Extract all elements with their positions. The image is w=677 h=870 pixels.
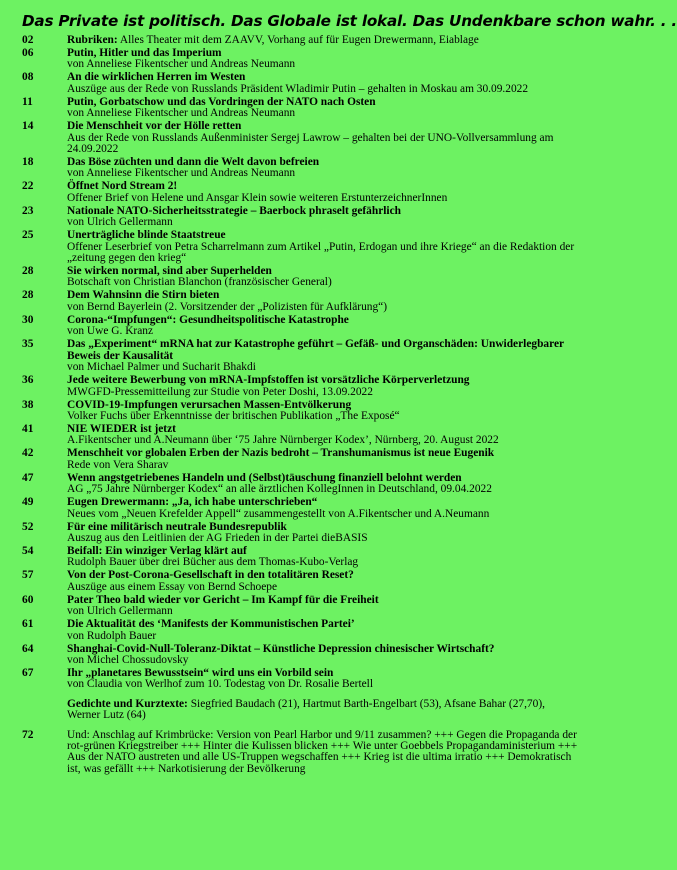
article-byline: von Anneliese Fikentscher und Andreas Neumann	[67, 58, 296, 71]
toc-entry	[22, 315, 578, 338]
article-byline: A.Fikentscher und A.Neumann über ‘75 Jahre Nürnberger Kodex’, Nürnberg, 20. August 2022	[67, 434, 499, 447]
toc-entry	[22, 72, 578, 95]
article-title: NIE WIEDER ist jetzt	[67, 422, 176, 435]
article-title: Für eine militärisch neutrale Bundesrepublik	[67, 520, 287, 533]
page-number: 64	[22, 642, 34, 655]
toc-entry	[22, 668, 578, 691]
article-title: COVID-19-Impfungen verursachen Massen-Entvölkerung	[67, 398, 352, 411]
page-number: 47	[22, 471, 34, 484]
page-number: 49	[22, 496, 34, 509]
page-number: 52	[22, 520, 34, 533]
article-title: Beifall: Ein winziger Verlag klärt auf	[67, 544, 247, 557]
toc-entry	[22, 400, 578, 423]
article-byline: AG „75 Jahre Nürnberger Kodex“ an alle ärztlichen KollegInnen in Deutschland, 09.04.2022	[67, 483, 492, 496]
toc-entry	[22, 473, 578, 496]
article-byline: von Anneliese Fikentscher und Andreas Neumann	[67, 107, 296, 120]
table-of-contents	[22, 35, 578, 691]
page-number: 18	[22, 156, 34, 169]
toc-entry	[22, 35, 578, 46]
article-title: Rubriken:	[67, 34, 118, 46]
toc-entry	[22, 375, 578, 398]
page-number: 54	[22, 544, 34, 557]
page-number: 35	[22, 338, 34, 351]
toc-entry	[22, 181, 578, 204]
page-number: 08	[22, 71, 34, 84]
article-byline: Auszüge aus der Rede von Russlands Präsident Wladimir Putin – gehalten in Moskau am 30.09.2022	[67, 82, 529, 95]
page-number: 36	[22, 374, 34, 387]
toc-entry	[22, 522, 578, 545]
toc-entry	[22, 157, 578, 180]
toc-entry	[22, 546, 578, 569]
final-entry-text: Und: Anschlag auf Krimbrücke: Version von Pearl Harbor und 9/11 zusammen? +++ Gegen die Propaganda der rot-grünen Kriegstreiber +++ Hinter die Kulissen blicken +++ Wie unter Goebbels Propagandaministerium +++ Aus der NATO austreten und alle US-Truppen wegschaffen +++ Krieg ist die ultima irratio +++ Demokratisch ist, was gefällt +++ Narkotisierung der Bevölkerung	[67, 728, 578, 775]
article-title: Pater Theo bald wieder vor Gericht – Im Kampf für die Freiheit	[67, 593, 379, 606]
page-number: 28	[22, 265, 34, 278]
article-title: Die Menschheit vor der Hölle retten	[67, 120, 242, 133]
page-number: 28	[22, 289, 34, 302]
page-number: 42	[22, 447, 34, 460]
article-byline: Volker Fuchs über Erkenntnisse der britischen Publikation „The Exposé“	[67, 409, 400, 422]
page-number: 06	[22, 47, 34, 59]
toc-entry	[22, 339, 578, 373]
article-title: Öffnet Nord Stream 2!	[67, 180, 178, 193]
article-title: Putin, Gorbatschow und das Vordringen der NATO nach Osten	[67, 95, 376, 108]
page-number: 60	[22, 593, 34, 606]
toc-entry	[22, 206, 578, 229]
page-number: 72	[22, 728, 34, 741]
article-byline: von Michel Chossudovsky	[67, 653, 189, 666]
article-byline: Rudolph Bauer über drei Bücher aus dem Thomas-Kubo-Verlag	[67, 556, 359, 569]
toc-entry	[22, 48, 578, 71]
toc-entry	[22, 230, 578, 264]
article-title: Eugen Drewermann: „Ja, ich habe unterschrieben“	[67, 496, 318, 509]
page-number: 30	[22, 313, 34, 326]
headline: Das Private ist politisch. Das Globale ist lokal. Das Undenkbare schon wahr. . .	[22, 12, 677, 30]
page-number: 61	[22, 618, 34, 631]
page-number: 22	[22, 180, 34, 193]
article-byline: Alles Theater mit dem ZAAVV, Vorhang auf für Eugen Drewermann, Eiablage	[117, 34, 479, 46]
article-byline: von Bernd Bayerlein (2. Vorsitzender der „Polizisten für Aufklärung“)	[67, 300, 388, 313]
article-byline: von Anneliese Fikentscher und Andreas Neumann	[67, 167, 296, 180]
toc-entry	[22, 290, 578, 313]
page-number: 02	[22, 34, 34, 46]
page-number: 25	[22, 229, 34, 242]
article-byline: Botschaft von Christian Blanchon (französischer General)	[67, 276, 332, 289]
article-title: Ihr „planetares Bewusstsein“ wird uns ein Vorbild sein	[67, 666, 334, 679]
article-byline: Offener Leserbrief von Petra Scharrelmann zum Artikel „Putin, Erdogan und ihre Kriege“ an die Redaktion der „zeitung gegen den krieg“	[67, 240, 575, 265]
article-title: Corona-“Impfungen“: Gesundheitspolitische Katastrophe	[67, 313, 349, 326]
article-byline: Auszug aus den Leitlinien der AG Frieden in der Partei dieBASIS	[67, 531, 368, 544]
article-byline: von Rudolph Bauer	[67, 629, 157, 642]
toc-entry	[22, 497, 578, 520]
article-title: Sie wirken normal, sind aber Superhelden	[67, 265, 272, 278]
page-number: 41	[22, 422, 34, 435]
page-number: 14	[22, 120, 34, 133]
poems-title: Gedichte und Kurztexte:	[67, 697, 188, 710]
article-title: Putin, Hitler und das Imperium	[67, 47, 222, 59]
article-title: Unerträgliche blinde Staatstreue	[67, 229, 226, 242]
article-title: Wenn angstgetriebenes Handeln und (Selbst)täuschung finanziell belohnt werden	[67, 471, 462, 484]
page-number: 38	[22, 398, 34, 411]
toc-entry	[22, 619, 578, 642]
toc-entry	[22, 595, 578, 618]
article-title: Shanghai-Covid-Null-Toleranz-Diktat – Künstliche Depression chinesischer Wirtschaft?	[67, 642, 495, 655]
article-byline: von Uwe G. Kranz	[67, 325, 154, 338]
toc-entry	[22, 266, 578, 289]
final-entry	[22, 730, 578, 776]
article-title: Dem Wahnsinn die Stirn bieten	[67, 289, 220, 302]
article-title: Die Aktualität des ‘Manifests der Kommunistischen Partei’	[67, 618, 355, 631]
article-byline: Neues vom „Neuen Krefelder Appell“ zusammengestellt von A.Fikentscher und A.Neumann	[67, 507, 490, 520]
toc-entry	[22, 644, 578, 667]
article-byline: Aus der Rede von Russlands Außenminister Sergej Lawrow – gehalten bei der UNO-Vollversammlung am 24.09.2022	[67, 131, 554, 156]
page-number: 11	[22, 95, 33, 108]
toc-entry	[22, 424, 578, 447]
article-title: Menschheit vor globalen Erben der Nazis bedroht – Transhumanismus ist neue Eugenik	[67, 447, 495, 460]
toc-entry	[22, 570, 578, 593]
page-number: 57	[22, 569, 34, 582]
toc-entry	[22, 121, 578, 155]
article-title: Das „Experiment“ mRNA hat zur Katastrophe geführt – Gefäß- und Organschäden: Unwiderlegbarer Beweis der Kausalität	[67, 338, 564, 362]
article-byline: von Claudia von Werlhof zum 10. Todestag von Dr. Rosalie Bertell	[67, 678, 373, 691]
poems-entry	[22, 699, 578, 722]
page-number: 23	[22, 204, 34, 217]
article-byline: Auszüge aus einem Essay von Bernd Schoepe	[67, 580, 278, 593]
article-title: Nationale NATO-Sicherheitsstrategie – Baerbock phraselt gefährlich	[67, 204, 401, 217]
page-number: 67	[22, 666, 34, 679]
article-title: Von der Post-Corona-Gesellschaft in den totalitären Reset?	[67, 569, 354, 582]
article-byline: Offener Brief von Helene und Ansgar Klein sowie weiteren ErstunterzeichnerInnen	[67, 191, 448, 204]
toc-entry	[22, 97, 578, 120]
article-title: Das Böse züchten und dann die Welt davon befreien	[67, 156, 320, 169]
article-title: Jede weitere Bewerbung von mRNA-Impfstoffen ist vorsätzliche Körperverletzung	[67, 374, 470, 387]
article-byline: MWGFD-Pressemitteilung zur Studie von Peter Doshi, 13.09.2022	[67, 385, 373, 398]
article-byline: von Michael Palmer und Sucharit Bhakdi	[67, 361, 256, 374]
article-title: An die wirklichen Herren im Westen	[67, 71, 246, 84]
article-byline: Rede von Vera Sharav	[67, 458, 169, 471]
article-byline: von Ulrich Gellermann	[67, 605, 173, 618]
article-byline: von Ulrich Gellermann	[67, 216, 173, 229]
toc-entry	[22, 448, 578, 471]
poems-authors: Siegfried Baudach (21), Hartmut Barth-Engelbart (53), Afsane Bahar (27,70), Werner Lutz (64)	[67, 697, 545, 722]
